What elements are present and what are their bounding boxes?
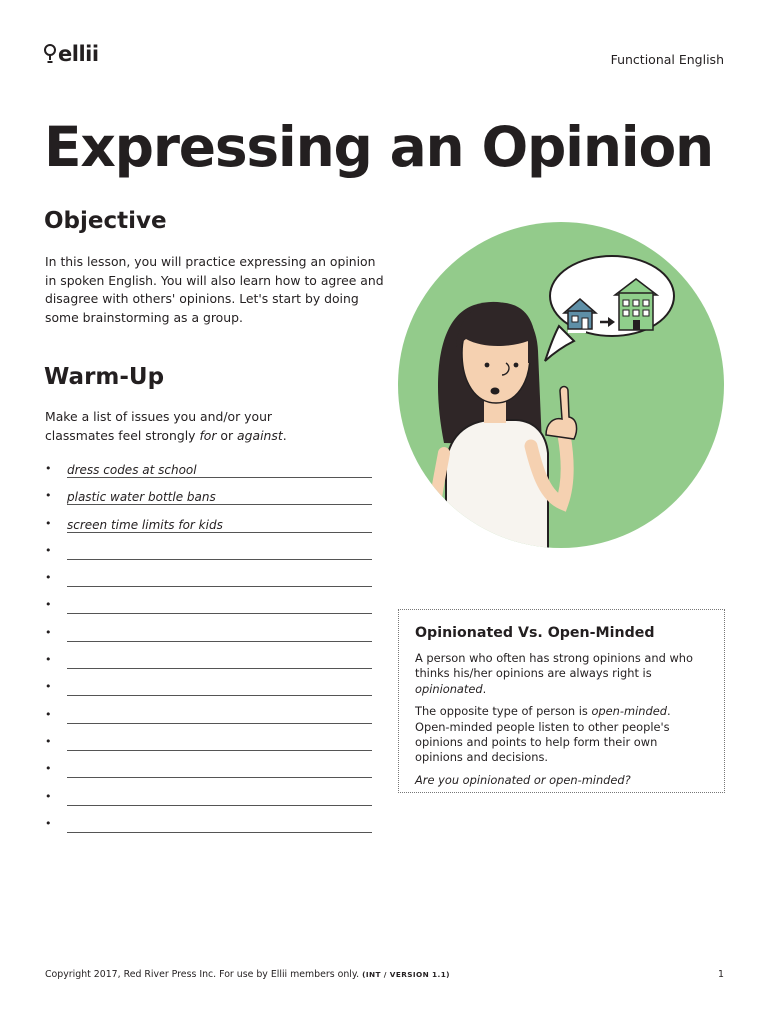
bullet-icon: • [45,598,52,612]
brainstorm-list [45,456,375,838]
answer-line[interactable]: plastic water bottle bans [67,485,372,505]
answer-line[interactable] [67,758,372,778]
bullet-icon: • [45,816,52,830]
bullet-icon: • [45,789,52,803]
list-item [45,811,375,838]
answer-line[interactable] [67,786,372,806]
bullet-icon: • [45,734,52,748]
info-explanation: Open-minded people listen to other people's opinions and points to help form their own opinions and decisions. [415,719,670,765]
version-label: (INT / VERSION 1.1) [362,970,450,979]
page-number: 1 [718,969,724,980]
list-item [45,511,375,538]
girl-illustration [396,213,726,553]
bullet-icon: • [45,653,52,667]
list-item [45,702,375,729]
answer-line[interactable] [67,813,372,833]
list-item [45,729,375,756]
info-definition-open-minded: The opposite type of person is open-minded. [415,704,671,719]
lightbulb-icon [44,43,56,65]
objective-heading: Objective [44,208,167,234]
bullet-icon: • [45,762,52,776]
answer-line[interactable]: screen time limits for kids [67,513,372,533]
list-item [45,647,375,674]
answer-line[interactable] [67,622,372,642]
list-item [45,674,375,701]
answer-line[interactable] [67,731,372,751]
answer-line[interactable]: dress codes at school [67,458,372,478]
against-term: against [237,427,283,443]
section-label: Functional English [610,52,724,67]
brand-name: ellii [58,42,99,66]
list-item [45,620,375,647]
page-title: Expressing an Opinion [44,115,713,179]
info-definition-opinionated: A person who often has strong opinions and who thinks his/her opinions are always right is opinionated. [415,651,693,696]
answer-line[interactable] [67,567,372,587]
answer-line[interactable] [67,594,372,614]
for-term: for [199,427,217,443]
bullet-icon: • [45,489,52,503]
logo [44,42,99,66]
answer-line[interactable] [67,676,372,696]
warmup-heading: Warm-Up [44,364,165,390]
list-item [45,456,375,483]
list-item [45,756,375,783]
bullet-icon: • [45,707,52,721]
list-item [45,538,375,565]
list-item [45,565,375,592]
bullet-icon: • [45,571,52,585]
list-item [45,592,375,619]
objective-text: In this lesson, you will practice expressing an opinion in spoken English. You will also learn how to agree and disagree with others' opinions. Let's start by doing some brainstorming as a group. [45,254,384,325]
info-question: Are you opinionated or open-minded? [415,772,631,787]
info-box [398,609,725,793]
warmup-instruction: Make a list of issues you and/or your classmates feel strongly for or against. [45,409,287,443]
answer-line[interactable] [67,649,372,669]
bullet-icon: • [45,680,52,694]
bullet-icon: • [45,543,52,557]
info-box-title: Opinionated Vs. Open-Minded [415,625,655,641]
bullet-icon: • [45,625,52,639]
answer-line[interactable] [67,704,372,724]
bullet-icon: • [45,462,52,475]
footer-copyright: Copyright 2017, Red River Press Inc. For use by Ellii members only. (INT / VERSION 1.1) [45,969,450,980]
answer-line[interactable] [67,540,372,560]
list-item [45,483,375,510]
bullet-icon: • [45,516,52,530]
list-item [45,784,375,811]
